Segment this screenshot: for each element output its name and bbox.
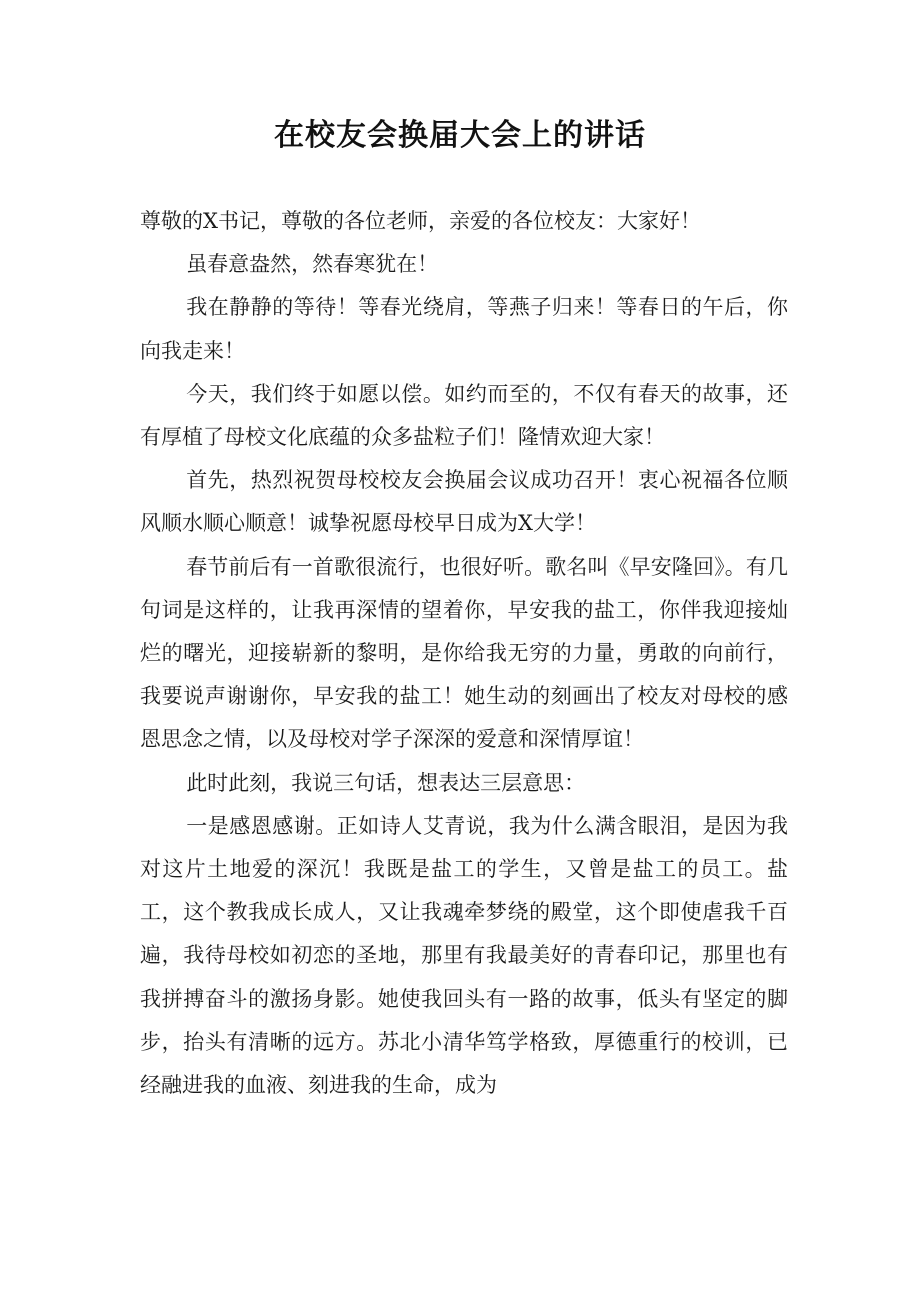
document-title: 在校友会换届大会上的讲话	[274, 118, 646, 153]
paragraph: 今天，我们终于如愿以偿。如约而至的，不仅有春天的故事，还有厚植了母校文化底蕴的众多盐粒子们！隆情欢迎大家！	[140, 381, 788, 450]
paragraph-salutation: 尊敬的X书记，尊敬的各位老师，亲爱的各位校友：大家好！	[140, 209, 701, 233]
paragraph: 一是感恩感谢。正如诗人艾青说，我为什么满含眼泪，是因为我对这片土地爱的深沉！我既是盐工的学生，又曾是盐工的员工。盐工，这个教我成长成人，又让我魂牵梦绕的殿堂，这个即使虐我千百遍，我待母校如初恋的圣地，那里有我最美好的青春印记，那里也有我拼搏奋斗的激扬身影。她使我回头有一路的故事，低头有坚定的脚步，抬头有清晰的远方。苏北小清华笃学格致，厚德重行的校训，已经融进我的血液、刻进我的生命，成为	[140, 813, 788, 1098]
paragraph: 虽春意盎然，然春寒犹在！	[186, 252, 439, 277]
paragraph: 春节前后有一首歌很流行，也很好听。歌名叫《早安隆回》。有几句词是这样的，让我再深情的望着你，早安我的盐工，你伴我迎接灿烂的曙光，迎接崭新的黎明，是你给我无穷的力量，勇敢的向前行，我要说声谢谢你，早安我的盐工！她生动的刻画出了校友对母校的感恩思念之情，以及母校对学子深深的爱意和深情厚谊！	[140, 554, 788, 752]
paragraph: 首先，热烈祝贺母校校友会换届会议成功召开！衷心祝福各位顺风顺水顺心顺意！诚挚祝愿母校早日成为X大学！	[140, 468, 788, 536]
paragraph: 我在静静的等待！等春光绕肩，等燕子归来！等春日的午后，你向我走来！	[140, 295, 788, 363]
document-body	[140, 200, 788, 1107]
paragraph: 此时此刻，我说三句话，想表达三层意思：	[186, 770, 586, 795]
